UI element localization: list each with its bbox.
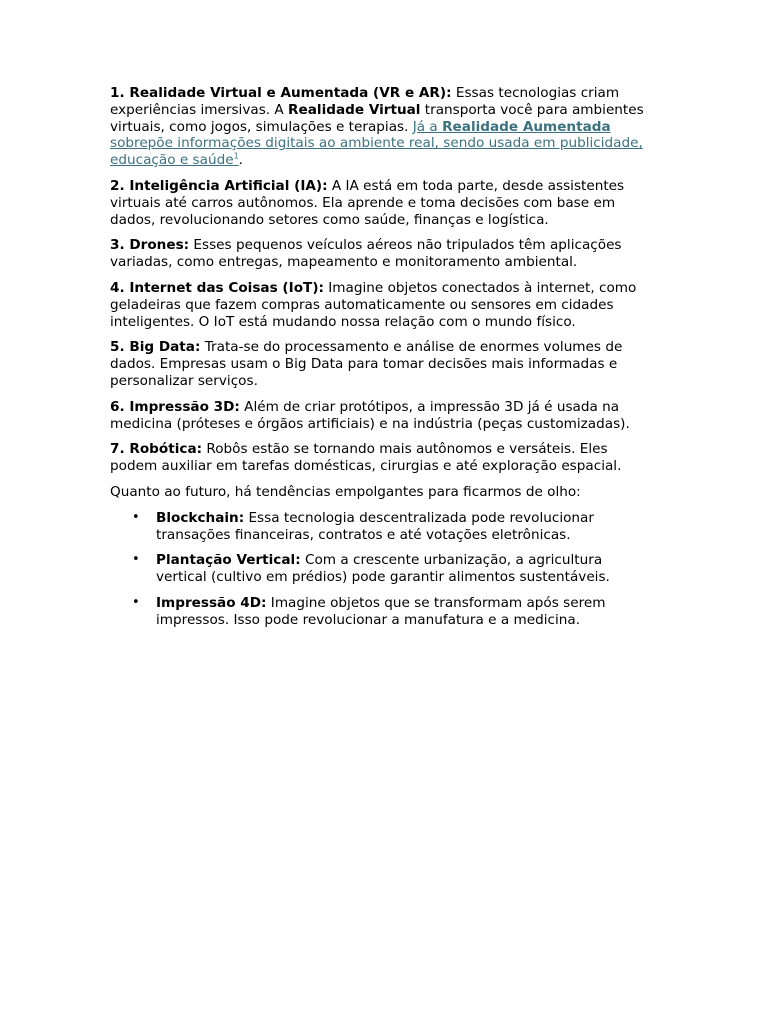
heading-vr-ar: 1. Realidade Virtual e Aumentada (VR e AR): xyxy=(110,85,452,101)
heading-blockchain: Blockchain: xyxy=(156,509,245,526)
footnote-marker: 1 xyxy=(233,151,239,161)
text-blockchain: Essa tecnologia descentralizada pode revolucionar transações financeiras, contratos e até votações eletrônicas. xyxy=(156,509,594,543)
text-vr-ar-1: Essas tecnologias criam experiências imersivas. A xyxy=(110,85,620,118)
text-vr-ar-2: transporta você para ambientes virtuais, como jogos, simulações e terapias. xyxy=(110,101,644,135)
link-text: sobrepõe informações digitais ao ambiente real, sendo usada em publicidade, educação e saúde xyxy=(110,135,643,169)
paragraph-impressao-3d xyxy=(110,399,655,433)
bullet-icon: • xyxy=(132,509,140,525)
paragraph-ia xyxy=(110,178,655,228)
heading-plantacao-vertical: Plantação Vertical: xyxy=(156,552,301,569)
heading-big-data: 5. Big Data: xyxy=(110,339,201,356)
heading-impressao-4d: Impressão 4D: xyxy=(156,594,267,611)
text-impressao-4d: Imagine objetos que se transformam após serem impressos. Isso pode revolucionar a manufatura e a medicina. xyxy=(156,594,606,628)
trend-list xyxy=(110,510,655,629)
paragraph-vr-ar xyxy=(110,85,655,169)
bullet-icon: • xyxy=(132,594,140,610)
text-vr-ar-end: . xyxy=(238,152,243,169)
bullet-icon: • xyxy=(132,552,140,568)
text-plantacao-vertical: Com a crescente urbanização, a agricultura vertical (cultivo em prédios) pode garantir alimentos sustentáveis. xyxy=(156,552,610,586)
list-item-blockchain xyxy=(110,510,655,544)
heading-ia: 2. Inteligência Artificial (IA): xyxy=(110,177,328,194)
heading-robotica: 7. Robótica: xyxy=(110,441,203,458)
list-item-plantacao-vertical xyxy=(110,552,655,586)
list-item-impressao-4d xyxy=(110,595,655,629)
text-iot: Imagine objetos conectados à internet, como geladeiras que fazem compras automaticamente ou sensores em cidades inteligentes. O IoT está mudando nossa relação com o mundo físico. xyxy=(110,279,637,330)
paragraph-future-intro: Quanto ao futuro, há tendências empolgantes para ficarmos de olho: xyxy=(110,483,581,500)
paragraph-robotica xyxy=(110,441,655,475)
text-ia: A IA está em toda parte, desde assistentes virtuais até carros autônomos. Ela aprende e toma decisões com base em dados, revolucionando setores como saúde, finanças e logística. xyxy=(110,177,625,228)
heading-impressao-3d: 6. Impressão 3D: xyxy=(110,398,240,415)
text-robotica: Robôs estão se tornando mais autônomos e versáteis. Eles podem auxiliar em tarefas domésticas, cirurgias e até exploração espacial. xyxy=(110,441,622,475)
term-realidade-virtual: Realidade Virtual xyxy=(288,101,421,118)
link-term-realidade-aumentada: Realidade Aumentada xyxy=(442,118,611,135)
paragraph-iot xyxy=(110,280,655,330)
heading-drones: 3. Drones: xyxy=(110,237,190,254)
paragraph-drones xyxy=(110,237,655,271)
link-prefix: Já a xyxy=(412,118,443,135)
paragraph-big-data xyxy=(110,339,655,389)
text-drones: Esses pequenos veículos aéreos não tripulados têm aplicações variadas, como entregas, mapeamento e monitoramento ambiental. xyxy=(110,237,622,271)
document-body xyxy=(110,85,655,638)
heading-iot: 4. Internet das Coisas (IoT): xyxy=(110,279,324,296)
text-big-data: Trata-se do processamento e análise de enormes volumes de dados. Empresas usam o Big Data para tomar decisões mais informadas e personalizar serviços. xyxy=(110,339,623,389)
text-impressao-3d: Além de criar protótipos, a impressão 3D já é usada na medicina (próteses e órgãos artificiais) e na indústria (peças customizadas). xyxy=(110,398,630,432)
